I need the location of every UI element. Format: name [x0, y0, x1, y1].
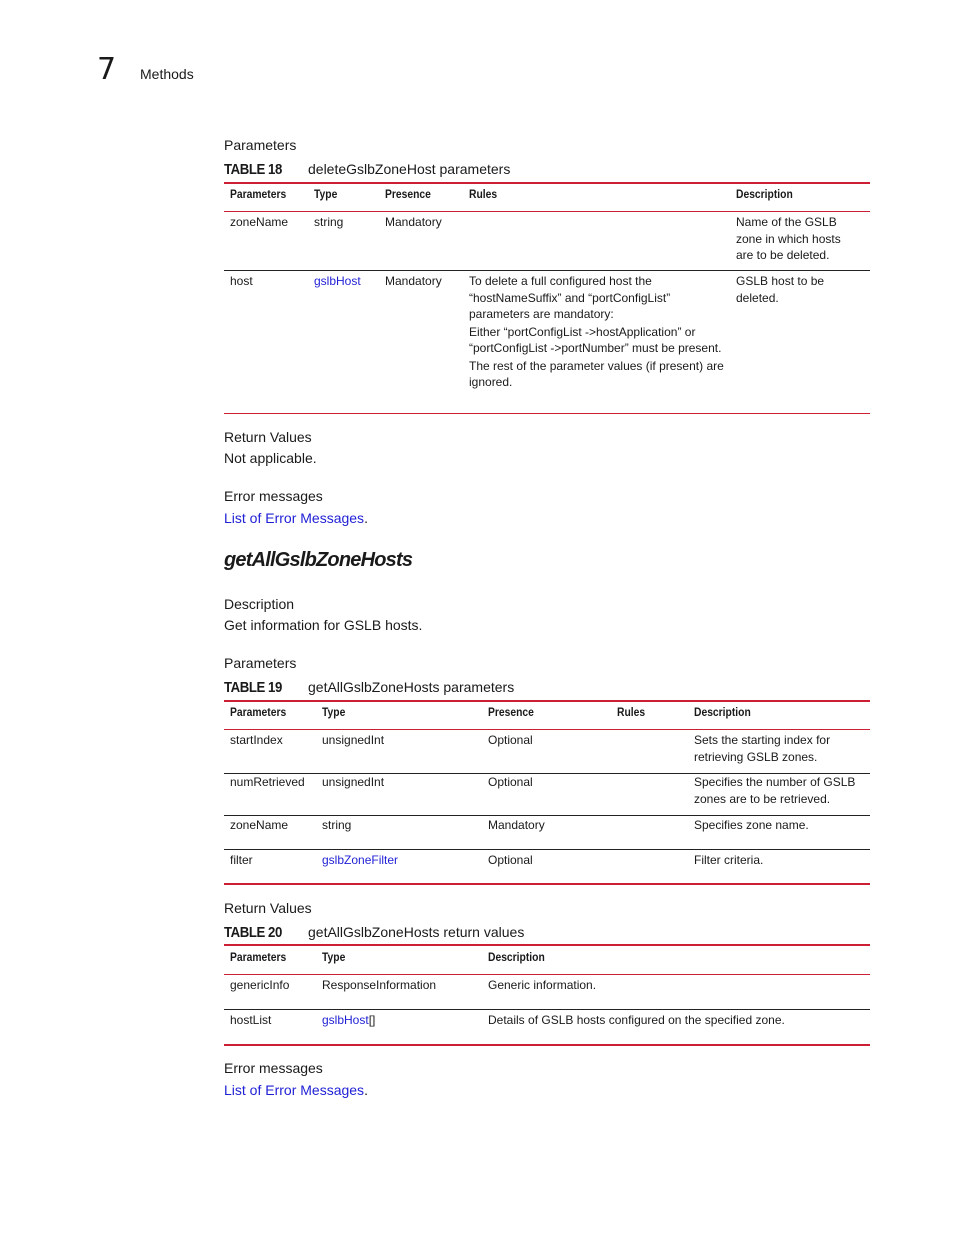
gslbzonefilter-link[interactable]: gslbZoneFilter	[322, 853, 399, 867]
gslbhost-link[interactable]: gslbHost	[314, 274, 361, 288]
col-header-parameters: Parameters	[230, 950, 287, 964]
header-rule	[224, 729, 870, 730]
rules-paragraph: The rest of the parameter values (if present) are ignored.	[469, 358, 724, 389]
cell-param: zoneName	[230, 215, 289, 229]
cell-presence: Mandatory	[385, 274, 442, 288]
cell-param: startIndex	[230, 733, 283, 747]
chapter-number: 7	[97, 52, 117, 87]
cell-description: Filter criteria.	[694, 853, 764, 867]
cell-rules	[469, 273, 725, 391]
table-title: deleteGslbZoneHost parameters	[308, 161, 511, 177]
gslbhost-link[interactable]: gslbHost	[322, 1013, 369, 1027]
cell-description: Specifies zone name.	[694, 818, 809, 832]
cell-param: filter	[230, 853, 253, 867]
error-messages-link[interactable]: List of Error Messages	[224, 510, 365, 526]
cell-presence: Optional	[488, 853, 533, 867]
header-rule	[224, 974, 870, 975]
table-19-caption	[224, 678, 870, 696]
cell-type: unsignedInt	[322, 775, 385, 789]
cell-param: genericInfo	[230, 978, 290, 992]
col-header-description: Description	[488, 950, 545, 964]
error-messages-heading: Error messages	[224, 1060, 323, 1076]
col-header-rules: Rules	[469, 187, 498, 201]
return-values-heading: Return Values	[224, 900, 312, 916]
cell-param: zoneName	[230, 818, 289, 832]
table-top-rule	[224, 700, 870, 702]
rules-paragraph: Either “portConfigList ->hostApplication” or “portConfigList ->portNumber” must be present.	[469, 324, 722, 355]
col-header-presence: Presence	[385, 187, 431, 201]
col-header-presence: Presence	[488, 705, 534, 719]
table-bottom-rule	[224, 1044, 870, 1046]
description-text: Get information for GSLB hosts.	[224, 617, 423, 633]
method-title: getAllGslbZoneHosts	[224, 549, 413, 571]
table-title: getAllGslbZoneHosts return values	[308, 924, 525, 940]
error-messages-heading: Error messages	[224, 488, 323, 504]
col-header-rules: Rules	[617, 705, 646, 719]
parameters-heading: Parameters	[224, 137, 297, 153]
col-header-description: Description	[736, 187, 793, 201]
error-messages-line	[224, 1081, 368, 1099]
table-label: TABLE 18	[224, 161, 282, 178]
cell-type	[322, 977, 436, 994]
table-title: getAllGslbZoneHosts parameters	[308, 679, 515, 695]
table-18-caption	[224, 160, 870, 178]
cell-description: Details of GSLB hosts configured on the specified zone.	[488, 1013, 785, 1027]
error-messages-link[interactable]: List of Error Messages	[224, 1082, 365, 1098]
cell-description: Sets the starting index for retrieving GSLB zones.	[694, 733, 831, 764]
cell-description: Name of the GSLB zone in which hosts are to be deleted.	[736, 215, 841, 262]
table-bottom-rule	[224, 883, 870, 885]
error-period: .	[364, 1082, 368, 1098]
row-divider	[224, 1009, 870, 1010]
type-suffix: []	[368, 1013, 376, 1027]
table-label: TABLE 19	[224, 679, 282, 696]
cell-description: Specifies the number of GSLB zones are to be retrieved.	[694, 775, 856, 806]
cell-type: string	[314, 215, 344, 229]
cell-presence: Mandatory	[488, 818, 545, 832]
type-name: ResponseInformation	[322, 978, 437, 992]
row-divider	[224, 849, 870, 850]
col-header-parameters: Parameters	[230, 187, 287, 201]
table-top-rule	[224, 944, 870, 946]
col-header-type: Type	[314, 187, 338, 201]
cell-presence: Mandatory	[385, 215, 442, 229]
table-label: TABLE 20	[224, 924, 282, 941]
table-20-caption	[224, 923, 870, 941]
cell-presence: Optional	[488, 775, 533, 789]
parameters-heading: Parameters	[224, 655, 297, 671]
header-rule	[224, 211, 870, 212]
rules-paragraph: To delete a full configured host the “hostNameSuffix” and “portConfigList” parameters are mandatory:	[469, 274, 671, 321]
error-messages-line	[224, 509, 368, 527]
col-header-description: Description	[694, 705, 751, 719]
row-divider	[224, 270, 870, 271]
return-values-heading: Return Values	[224, 429, 312, 445]
col-header-parameters: Parameters	[230, 705, 287, 719]
cell-param: host	[230, 274, 253, 288]
cell-type: string	[322, 818, 352, 832]
cell-param: numRetrieved	[230, 775, 305, 789]
error-period: .	[364, 510, 368, 526]
description-heading: Description	[224, 596, 295, 612]
row-divider	[224, 815, 870, 816]
cell-description: Generic information.	[488, 978, 597, 992]
table-top-rule	[224, 182, 870, 184]
cell-presence: Optional	[488, 733, 533, 747]
cell-description: GSLB host to be deleted.	[736, 274, 825, 305]
cell-param: hostList	[230, 1013, 272, 1027]
chapter-title: Methods	[140, 66, 194, 82]
return-values-text: Not applicable.	[224, 450, 317, 466]
cell-type	[322, 1012, 375, 1029]
col-header-type: Type	[322, 705, 346, 719]
cell-type: unsignedInt	[322, 733, 385, 747]
table-bottom-rule	[224, 413, 870, 414]
col-header-type: Type	[322, 950, 346, 964]
